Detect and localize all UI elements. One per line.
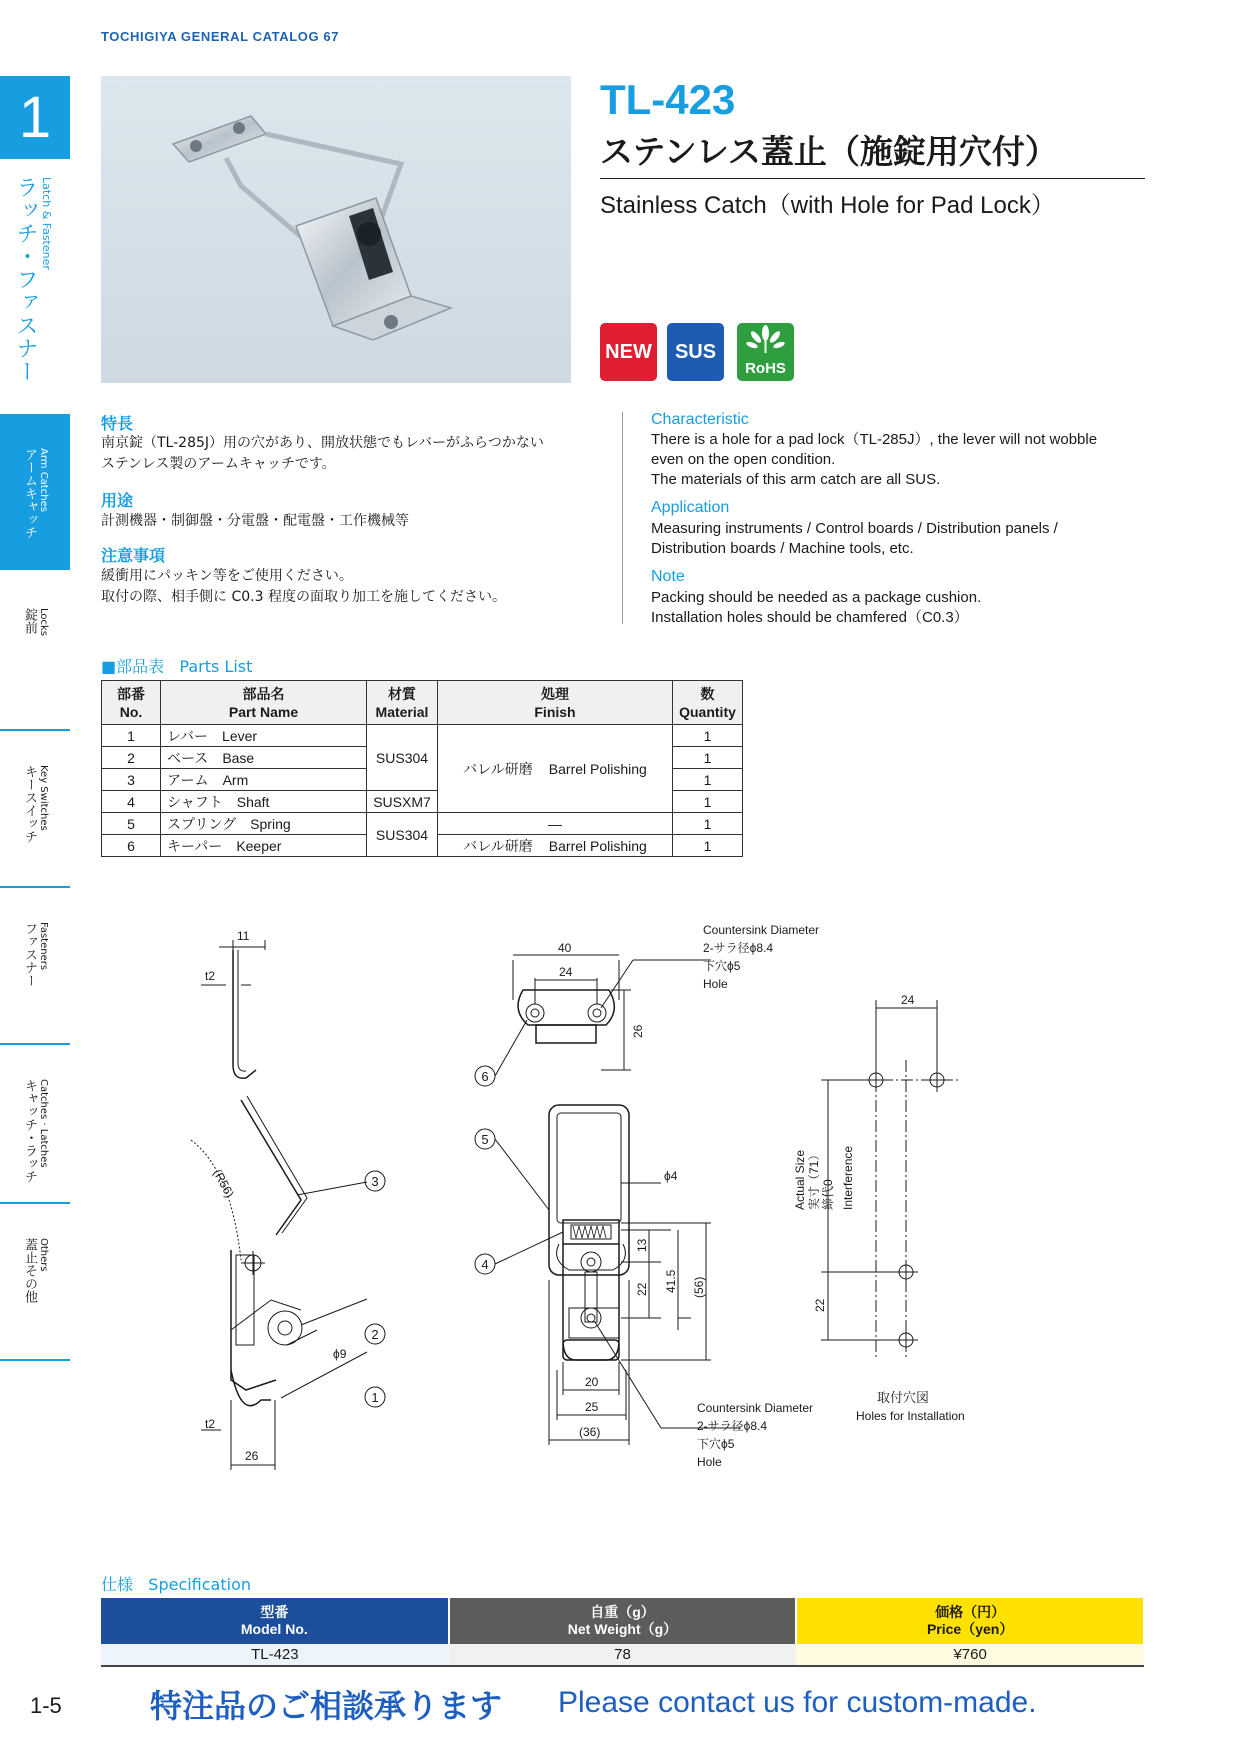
sidebar-tab-others[interactable]	[0, 1204, 70, 1360]
new-badge: NEW	[600, 323, 657, 381]
col-weight: 自重（g） Net Weight（g）	[449, 1598, 797, 1644]
application-body-en	[651, 519, 1058, 559]
dim-41-5: 41.5	[664, 1269, 678, 1293]
text-line: 緩衝用にパッキン等をご使用ください。	[101, 568, 353, 584]
cell-part-name: レバー Lever	[161, 725, 367, 747]
sidebar-tab-key-switches[interactable]	[0, 731, 70, 887]
sidebar-tab-label-en: Key Switches	[38, 765, 49, 831]
cell-part-name: シャフト Shaft	[161, 791, 367, 813]
actual-size-en: Actual Size	[793, 1149, 807, 1210]
cell-weight: 78	[449, 1644, 797, 1666]
cell-no: 4	[102, 791, 161, 813]
text-line: Measuring instruments / Control boards / Distribution panels /	[651, 520, 1058, 537]
col-price: 価格（円） Price（yen）	[796, 1598, 1144, 1644]
dim-phi4: ϕ4	[664, 1169, 678, 1183]
cell-part-name: ベース Base	[161, 747, 367, 769]
page-number: 1-5	[30, 1693, 62, 1718]
sidebar-tab-label-jp: 蓋止その他	[22, 1238, 37, 1303]
dim-56: (56)	[692, 1276, 706, 1298]
text-line: even on the open condition.	[651, 451, 836, 468]
cell-quantity: 1	[673, 835, 743, 857]
application-heading-en: Application	[651, 499, 730, 516]
callout-label: 6	[481, 1069, 489, 1084]
characteristic-body-en	[651, 430, 1097, 490]
parts-list-heading	[101, 654, 252, 677]
note-body-en	[651, 588, 981, 628]
note-body-jp	[101, 566, 506, 608]
column-divider	[622, 412, 623, 624]
sidebar-tab-fasteners[interactable]	[0, 888, 70, 1044]
sidebar-tab-label-en: Others	[38, 1238, 49, 1272]
dim-22-holes: 22	[813, 1298, 827, 1312]
sidebar-tab-label-en: Fasteners	[38, 922, 49, 971]
cell-no: 3	[102, 769, 161, 791]
sidebar-tab-locks[interactable]	[0, 574, 70, 730]
product-photo	[101, 76, 571, 383]
callouts	[365, 1066, 495, 1407]
actual-size-jp: 実寸（71）	[807, 1148, 821, 1210]
rohs-label: RoHS	[745, 360, 786, 377]
model-title: TL-423	[600, 76, 736, 123]
table-row	[102, 725, 743, 747]
note-heading-jp: 注意事項	[101, 546, 166, 565]
sidebar-tab-label-jp: 錠前	[22, 608, 37, 634]
spec-heading-en: Specification	[148, 1575, 252, 1594]
cell-finish: ―	[438, 813, 673, 835]
cell-part-name: スプリング Spring	[161, 813, 367, 835]
rohs-badge	[737, 323, 794, 381]
sidebar-tab-arm-catches[interactable]	[0, 414, 70, 570]
cell-no: 6	[102, 835, 161, 857]
table-row	[102, 813, 743, 835]
text-line: Distribution boards / Machine tools, etc.	[651, 540, 914, 557]
csk-top-line2: 2-サラ径ϕ8.4	[703, 941, 774, 955]
holes-caption-jp: 取付穴図	[877, 1390, 930, 1405]
side-view	[191, 940, 367, 1470]
characteristic-body-jp	[101, 433, 544, 475]
dim-24-front: 24	[559, 965, 573, 979]
callout-label: 4	[481, 1257, 489, 1272]
spec-heading	[101, 1572, 251, 1595]
catalog-header: TOCHIGIYA GENERAL CATALOG 67	[101, 29, 340, 44]
dim-r56: (R56)	[210, 1166, 237, 1200]
product-title-jp: ステンレス蓋止（施錠用穴付）	[600, 132, 1058, 171]
cell-finish: バレル研磨 Barrel Polishing	[438, 835, 673, 857]
spec-header-row	[101, 1598, 1144, 1644]
sidebar-divider	[0, 1359, 70, 1361]
callout-label: 3	[371, 1174, 379, 1189]
application-heading-jp: 用途	[101, 491, 134, 510]
footer-custom-jp: 特注品のご相談承ります	[150, 1687, 503, 1725]
cell-quantity: 1	[673, 725, 743, 747]
cell-no: 1	[102, 725, 161, 747]
cell-material: SUS304	[367, 813, 438, 857]
text-line: The materials of this arm catch are all SUS.	[651, 471, 941, 488]
text-line: ステンレス製のアームキャッチです。	[101, 456, 336, 472]
note-heading-en: Note	[651, 568, 685, 585]
text-line: Installation holes should be chamfered（C0.3）	[651, 609, 969, 626]
callout-label: 2	[371, 1327, 379, 1342]
csk-top-line3: 下穴ϕ5	[703, 959, 741, 973]
dim-24-holes: 24	[901, 993, 915, 1007]
parts-table	[101, 680, 743, 857]
dim-22-front: 22	[635, 1282, 649, 1296]
col-material: 材質 Material	[367, 681, 438, 725]
cell-no: 2	[102, 747, 161, 769]
csk-top-line1: Countersink Diameter	[703, 923, 820, 937]
csk-bottom-line4: Hole	[697, 1455, 722, 1469]
sidebar-tab-label-en: Catches · Latches	[38, 1079, 49, 1168]
application-body-jp	[101, 511, 409, 532]
holes-caption-en: Holes for Installation	[856, 1409, 965, 1423]
text-line: There is a hole for a pad lock（TL-285J）, the lever will not wobble	[651, 431, 1098, 448]
dim-11: 11	[237, 929, 250, 943]
csk-bottom-line3: 下穴ϕ5	[697, 1437, 735, 1451]
dim-40: 40	[558, 941, 572, 955]
title-divider	[600, 178, 1145, 179]
sus-badge: SUS	[667, 323, 724, 381]
chapter-title-jp: ラッチ・ファスナー	[13, 176, 38, 383]
dim-13: 13	[635, 1238, 649, 1252]
table-row	[101, 1644, 1144, 1666]
col-part-name: 部品名 Part Name	[161, 681, 367, 725]
col-no: 部番 No.	[102, 681, 161, 725]
text-line: Packing should be needed as a package cushion.	[651, 589, 982, 606]
interference-jp: 締代0	[821, 1179, 835, 1210]
leaf-icon	[737, 323, 794, 359]
spec-heading-jp: 仕様	[101, 1575, 134, 1594]
dim-t2-top: t2	[205, 969, 216, 983]
parts-heading-en: Parts List	[179, 657, 253, 676]
dim-26-side: 26	[245, 1449, 259, 1463]
sidebar-tab-catches-latches[interactable]	[0, 1045, 70, 1201]
sidebar-tab-label-jp: アームキャッチ	[22, 448, 37, 539]
front-view	[495, 955, 741, 1445]
cell-finish: バレル研磨 Barrel Polishing	[438, 725, 673, 813]
dim-36: (36)	[579, 1425, 601, 1439]
footer-custom-en: Please contact us for custom-made.	[558, 1686, 1037, 1719]
cell-quantity: 1	[673, 769, 743, 791]
chapter-title-en: Latch & Fastener	[40, 177, 53, 270]
dim-20: 20	[585, 1375, 599, 1389]
callout-label: 5	[481, 1132, 489, 1147]
spec-table	[101, 1598, 1145, 1667]
col-model: 型番 Model No.	[101, 1598, 449, 1644]
csk-top-line4: Hole	[703, 977, 728, 991]
cell-material: SUSXM7	[367, 791, 438, 813]
col-finish: 処理 Finish	[438, 681, 673, 725]
cell-quantity: 1	[673, 791, 743, 813]
text-line: 取付の際、相手側に C0.3 程度の面取り加工を施してください。	[101, 589, 506, 605]
dim-26-front: 26	[631, 1024, 645, 1038]
cell-quantity: 1	[673, 747, 743, 769]
product-title-en: Stainless Catch（with Hole for Pad Lock）	[600, 192, 1055, 219]
cell-no: 5	[102, 813, 161, 835]
interference-en: Interference	[841, 1145, 855, 1210]
technical-drawing	[101, 900, 1141, 1520]
cell-price: ¥760	[796, 1644, 1144, 1666]
text-line: 南京錠（TL-285J）用の穴があり、開放状態でもレバーがふらつかない	[101, 435, 544, 451]
sidebar-tab-label-en: Arm Catches	[38, 448, 49, 512]
cell-model: TL-423	[101, 1644, 449, 1666]
csk-bottom-line2: 2-サラ径ϕ8.4	[697, 1419, 768, 1433]
sidebar-tab-label-en: Locks	[38, 608, 49, 637]
cell-part-name: アーム Arm	[161, 769, 367, 791]
sidebar-tab-label-jp: キースイッチ	[22, 765, 37, 843]
callout-label: 1	[371, 1390, 379, 1405]
dim-25: 25	[585, 1400, 599, 1414]
cell-part-name: キーパー Keeper	[161, 835, 367, 857]
parts-heading-jp: ■部品表	[101, 657, 165, 676]
col-quantity: 数 Quantity	[673, 681, 743, 725]
table-header-row	[102, 681, 743, 725]
characteristic-heading-jp: 特長	[101, 414, 134, 433]
cell-material: SUS304	[367, 725, 438, 791]
cell-quantity: 1	[673, 813, 743, 835]
text-line: 計測機器・制御盤・分電盤・配電盤・工作機械等	[101, 513, 409, 529]
chapter-number: 1	[0, 76, 70, 159]
sidebar-tab-label-jp: キャッチ・ラッチ	[22, 1079, 37, 1183]
dim-phi9: ϕ9	[333, 1347, 347, 1361]
sidebar-tab-label-jp: ファスナー	[22, 922, 37, 987]
characteristic-heading-en: Characteristic	[651, 411, 749, 428]
dim-t2-bottom: t2	[205, 1417, 216, 1431]
csk-bottom-line1: Countersink Diameter	[697, 1401, 814, 1415]
